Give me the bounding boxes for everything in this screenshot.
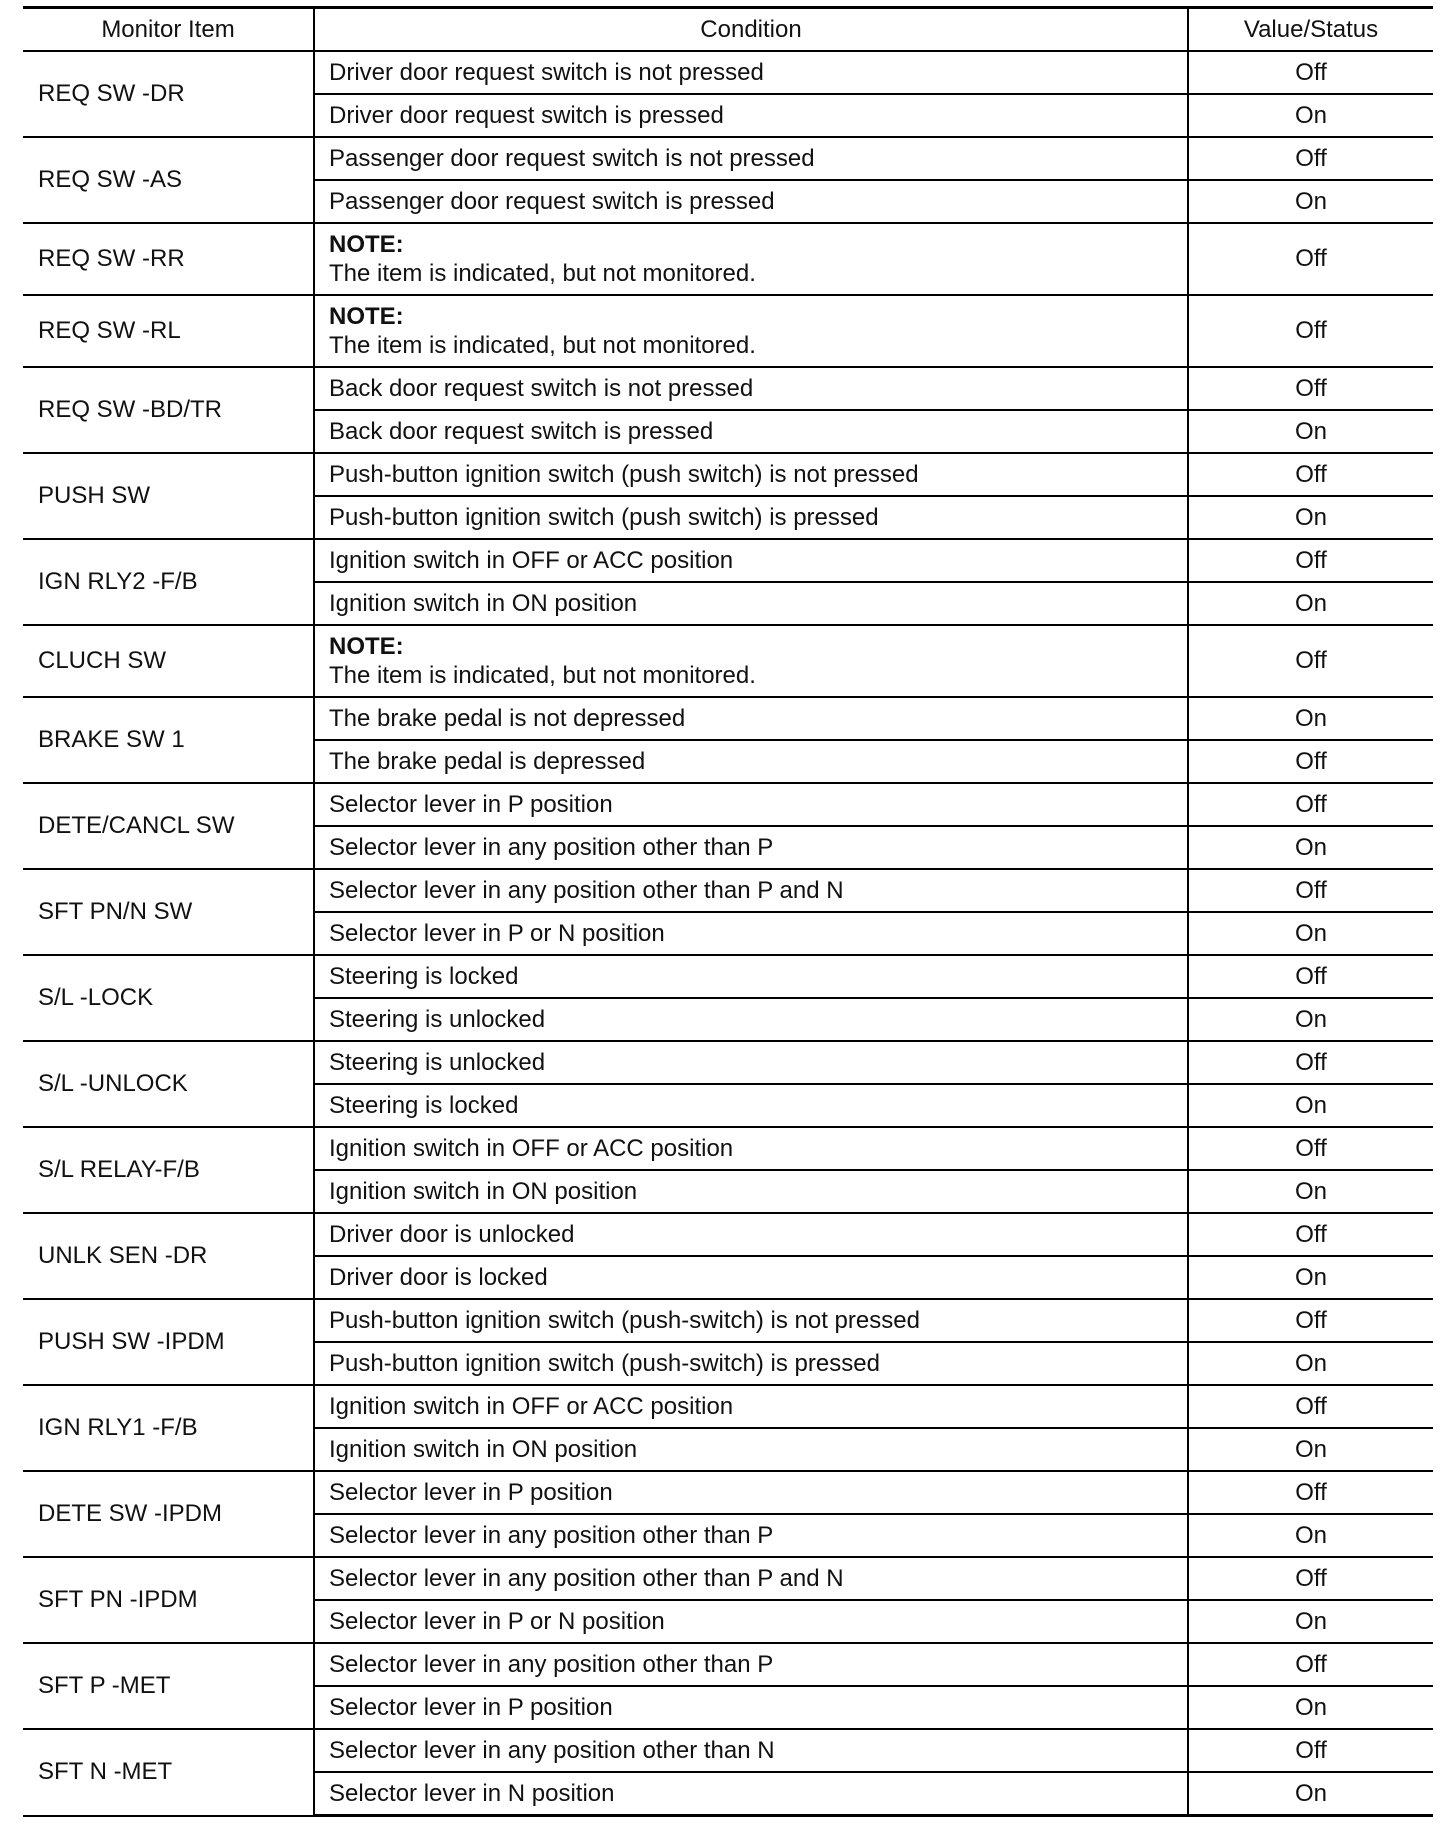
note-text: The item is indicated, but not monitored.: [329, 260, 756, 287]
condition-cell: Selector lever in P position: [314, 1686, 1188, 1729]
monitor-item-cell: REQ SW -BD/TR: [23, 367, 314, 453]
table-row: [23, 1127, 1433, 1170]
condition-cell: Ignition switch in ON position: [314, 1170, 1188, 1213]
value-status-cell: Off: [1188, 1385, 1433, 1428]
value-status-cell: Off: [1188, 1213, 1433, 1256]
table-row: [23, 295, 1433, 367]
value-status-cell: On: [1188, 1084, 1433, 1127]
value-status-cell: Off: [1188, 869, 1433, 912]
condition-cell: Push-button ignition switch (push-switch) is pressed: [314, 1342, 1188, 1385]
condition-cell: Push-button ignition switch (push switch) is pressed: [314, 496, 1188, 539]
value-status-cell: On: [1188, 697, 1433, 740]
value-status-cell: On: [1188, 1170, 1433, 1213]
monitor-table-container: [23, 6, 1433, 1817]
value-status-cell: On: [1188, 912, 1433, 955]
monitor-item-cell: REQ SW -RR: [23, 223, 314, 295]
header-monitor-item: Monitor Item: [23, 8, 314, 52]
table-row: [23, 137, 1433, 180]
value-status-cell: On: [1188, 1600, 1433, 1643]
condition-cell: Ignition switch in ON position: [314, 1428, 1188, 1471]
table-row: [23, 51, 1433, 94]
value-status-cell: Off: [1188, 453, 1433, 496]
table-row: [23, 783, 1433, 826]
condition-cell: Passenger door request switch is pressed: [314, 180, 1188, 223]
condition-cell: [314, 295, 1188, 367]
monitor-item-cell: SFT PN -IPDM: [23, 1557, 314, 1643]
condition-cell: Selector lever in any position other than P and N: [314, 1557, 1188, 1600]
value-status-cell: On: [1188, 826, 1433, 869]
condition-cell: Selector lever in P or N position: [314, 1600, 1188, 1643]
condition-cell: Driver door is unlocked: [314, 1213, 1188, 1256]
table-body: [23, 51, 1433, 1816]
note-label: NOTE:: [329, 303, 404, 330]
condition-cell: Selector lever in P or N position: [314, 912, 1188, 955]
value-status-cell: Off: [1188, 1299, 1433, 1342]
condition-cell: Steering is unlocked: [314, 1041, 1188, 1084]
table-row: [23, 453, 1433, 496]
monitor-item-cell: SFT P -MET: [23, 1643, 314, 1729]
monitor-item-cell: REQ SW -RL: [23, 295, 314, 367]
condition-cell: Selector lever in any position other than P: [314, 1514, 1188, 1557]
condition-cell: Ignition switch in ON position: [314, 582, 1188, 625]
condition-cell: Ignition switch in OFF or ACC position: [314, 1385, 1188, 1428]
value-status-cell: On: [1188, 496, 1433, 539]
condition-cell: Steering is unlocked: [314, 998, 1188, 1041]
value-status-cell: Off: [1188, 955, 1433, 998]
monitor-item-cell: IGN RLY2 -F/B: [23, 539, 314, 625]
condition-cell: [314, 625, 1188, 697]
monitor-item-cell: S/L RELAY-F/B: [23, 1127, 314, 1213]
monitor-item-cell: CLUCH SW: [23, 625, 314, 697]
monitor-item-cell: UNLK SEN -DR: [23, 1213, 314, 1299]
table-row: [23, 1041, 1433, 1084]
value-status-cell: On: [1188, 1686, 1433, 1729]
table-row: [23, 223, 1433, 295]
header-value-status: Value/Status: [1188, 8, 1433, 52]
condition-cell: Steering is locked: [314, 955, 1188, 998]
value-status-cell: On: [1188, 410, 1433, 453]
table-row: [23, 1471, 1433, 1514]
condition-cell: Selector lever in any position other than P: [314, 826, 1188, 869]
value-status-cell: Off: [1188, 51, 1433, 94]
value-status-cell: Off: [1188, 1471, 1433, 1514]
monitor-item-cell: PUSH SW: [23, 453, 314, 539]
condition-cell: Push-button ignition switch (push switch) is not pressed: [314, 453, 1188, 496]
header-row: [23, 8, 1433, 52]
note-label: NOTE:: [329, 231, 404, 258]
value-status-cell: On: [1188, 1256, 1433, 1299]
value-status-cell: Off: [1188, 1729, 1433, 1772]
value-status-cell: Off: [1188, 783, 1433, 826]
table-row: [23, 1213, 1433, 1256]
note-text: The item is indicated, but not monitored.: [329, 332, 756, 359]
condition-cell: Selector lever in any position other than N: [314, 1729, 1188, 1772]
value-status-cell: Off: [1188, 1041, 1433, 1084]
monitor-item-cell: SFT PN/N SW: [23, 869, 314, 955]
condition-cell: Back door request switch is not pressed: [314, 367, 1188, 410]
table-row: [23, 539, 1433, 582]
table-row: [23, 367, 1433, 410]
monitor-item-cell: REQ SW -DR: [23, 51, 314, 137]
monitor-item-cell: BRAKE SW 1: [23, 697, 314, 783]
condition-cell: Steering is locked: [314, 1084, 1188, 1127]
value-status-cell: Off: [1188, 295, 1433, 367]
condition-cell: Ignition switch in OFF or ACC position: [314, 1127, 1188, 1170]
value-status-cell: Off: [1188, 740, 1433, 783]
value-status-cell: Off: [1188, 367, 1433, 410]
value-status-cell: On: [1188, 180, 1433, 223]
condition-cell: [314, 223, 1188, 295]
value-status-cell: On: [1188, 1514, 1433, 1557]
table-row: [23, 869, 1433, 912]
value-status-cell: On: [1188, 1428, 1433, 1471]
monitor-item-cell: SFT N -MET: [23, 1729, 314, 1816]
table-row: [23, 1385, 1433, 1428]
value-status-cell: Off: [1188, 539, 1433, 582]
value-status-cell: Off: [1188, 1127, 1433, 1170]
monitor-item-cell: DETE/CANCL SW: [23, 783, 314, 869]
monitor-item-cell: PUSH SW -IPDM: [23, 1299, 314, 1385]
monitor-item-cell: REQ SW -AS: [23, 137, 314, 223]
condition-cell: Driver door is locked: [314, 1256, 1188, 1299]
table-row: [23, 697, 1433, 740]
condition-cell: The brake pedal is not depressed: [314, 697, 1188, 740]
table-row: [23, 1299, 1433, 1342]
condition-cell: Passenger door request switch is not pressed: [314, 137, 1188, 180]
condition-cell: Selector lever in any position other than P: [314, 1643, 1188, 1686]
value-status-cell: Off: [1188, 137, 1433, 180]
condition-cell: Selector lever in any position other than P and N: [314, 869, 1188, 912]
monitor-item-cell: S/L -LOCK: [23, 955, 314, 1041]
value-status-cell: Off: [1188, 1643, 1433, 1686]
condition-cell: Selector lever in P position: [314, 783, 1188, 826]
monitor-item-cell: S/L -UNLOCK: [23, 1041, 314, 1127]
monitor-item-cell: IGN RLY1 -F/B: [23, 1385, 314, 1471]
value-status-cell: On: [1188, 1772, 1433, 1816]
value-status-cell: Off: [1188, 625, 1433, 697]
table-row: [23, 1729, 1433, 1772]
condition-cell: Selector lever in P position: [314, 1471, 1188, 1514]
table-row: [23, 1557, 1433, 1600]
condition-cell: Selector lever in N position: [314, 1772, 1188, 1816]
condition-cell: Driver door request switch is not pressed: [314, 51, 1188, 94]
condition-cell: Driver door request switch is pressed: [314, 94, 1188, 137]
condition-cell: Back door request switch is pressed: [314, 410, 1188, 453]
monitor-item-cell: DETE SW -IPDM: [23, 1471, 314, 1557]
condition-cell: Ignition switch in OFF or ACC position: [314, 539, 1188, 582]
note-label: NOTE:: [329, 633, 404, 660]
table-row: [23, 1643, 1433, 1686]
value-status-cell: On: [1188, 1342, 1433, 1385]
note-text: The item is indicated, but not monitored.: [329, 662, 756, 689]
condition-cell: The brake pedal is depressed: [314, 740, 1188, 783]
value-status-cell: On: [1188, 582, 1433, 625]
condition-cell: Push-button ignition switch (push-switch) is not pressed: [314, 1299, 1188, 1342]
value-status-cell: On: [1188, 94, 1433, 137]
table-header: [23, 8, 1433, 52]
table-row: [23, 955, 1433, 998]
value-status-cell: Off: [1188, 1557, 1433, 1600]
value-status-cell: On: [1188, 998, 1433, 1041]
value-status-cell: Off: [1188, 223, 1433, 295]
monitor-table: [23, 6, 1433, 1817]
header-condition: Condition: [314, 8, 1188, 52]
table-row: [23, 625, 1433, 697]
